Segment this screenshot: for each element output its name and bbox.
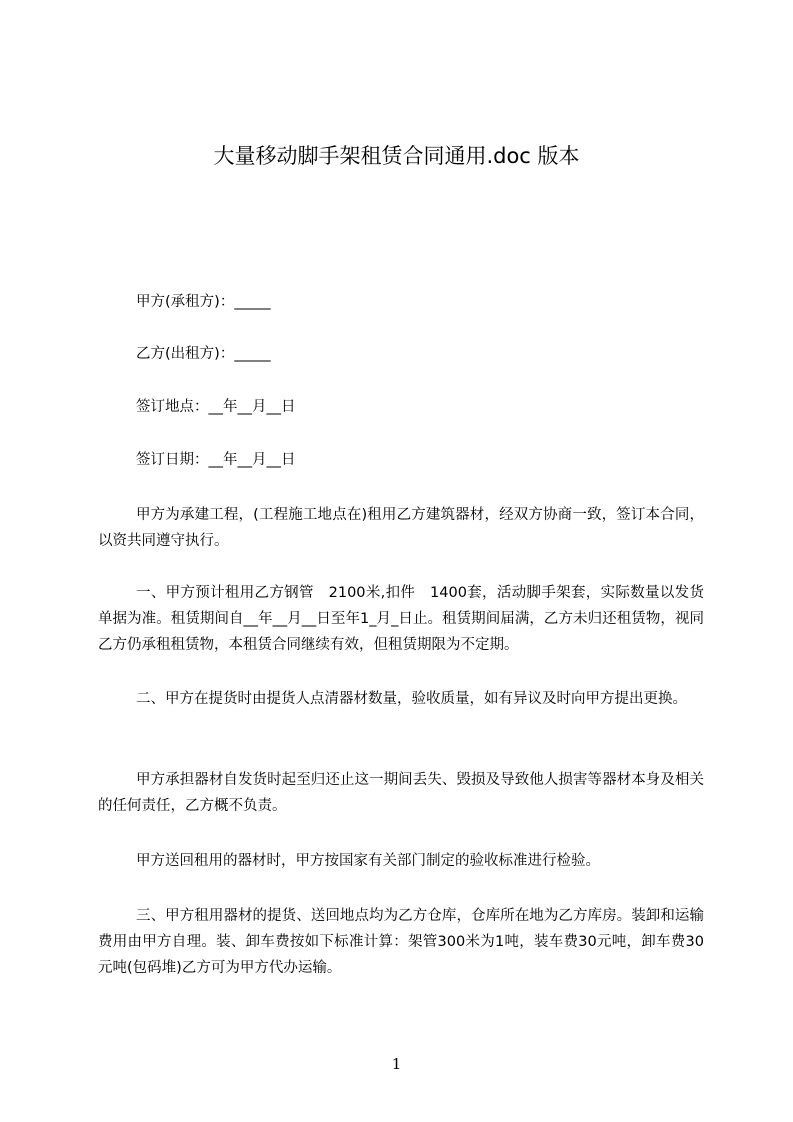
intro-paragraph: 甲方为承建工程，(工程施工地点在)租用乙方建筑器材，经双方协商一致，签订本合同，以资共同遵守执行。 bbox=[98, 507, 704, 549]
document-title: 大量移动脚手架租赁合同通用.doc 版本 bbox=[213, 144, 580, 168]
party-b-line: 乙方(出租方)：_____ bbox=[136, 346, 271, 362]
inspection-paragraph: 甲方送回租用的器材时，甲方按国家有关部门制定的验收标准进行检验。 bbox=[136, 853, 600, 869]
party-a-line: 甲方(承租方)：_____ bbox=[136, 294, 271, 310]
signing-date-line: 签订日期：__年__月__日 bbox=[136, 452, 296, 468]
liability-paragraph: 甲方承担器材自发货时起至归还止这一期间丢失、毁损及导致他人损害等器材本身及相关的任何责任，乙方概不负责。 bbox=[98, 772, 704, 814]
clause-one-paragraph: 一、甲方预计租用乙方钢管 2100米,扣件 1400套，活动脚手架套，实际数量以发货单据为准。租赁期间自__年__月__日至年1_月_日止。租赁期间届满，乙方未归还租赁物，视同乙方仍承租租赁物，本租赁合同继续有效，但租赁期限为不定期。 bbox=[98, 585, 704, 653]
clause-three-paragraph: 三、甲方租用器材的提货、送回地点均为乙方仓库，仓库所在地为乙方库房。装卸和运输费用由甲方自理。装、卸车费按如下标准计算：架管300米为1吨，装车费30元吨，卸车费30元吨(包码堆)乙方可为甲方代办运输。 bbox=[98, 908, 704, 976]
page-number: 1 bbox=[391, 1055, 402, 1073]
signing-place-line: 签订地点：__年__月__日 bbox=[136, 399, 296, 415]
clause-two-paragraph: 二、甲方在提货时由提货人点清器材数量，验收质量，如有异议及时向甲方提出更换。 bbox=[136, 691, 687, 707]
